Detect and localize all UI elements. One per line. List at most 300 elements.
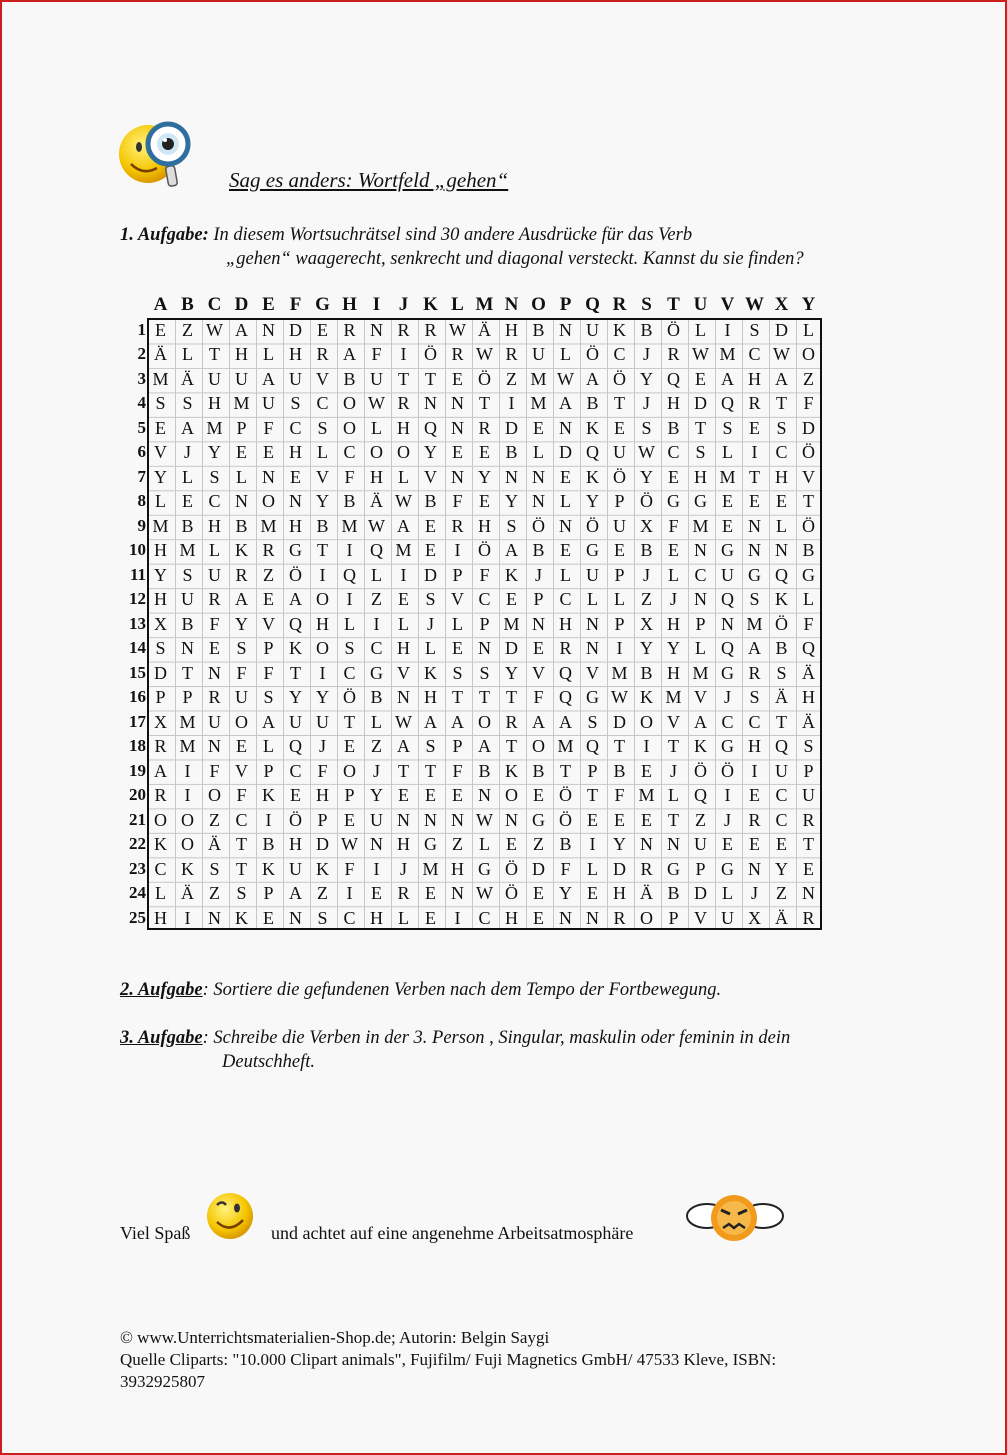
grid-cell: L bbox=[722, 883, 733, 904]
grid-cell: N bbox=[181, 638, 194, 659]
grid-cell: H bbox=[316, 785, 329, 806]
grid-cell: K bbox=[694, 736, 707, 757]
grid-cell: N bbox=[451, 883, 464, 904]
grid-cell: V bbox=[694, 907, 707, 928]
grid-cell: B bbox=[613, 760, 626, 781]
grid-cell: C bbox=[289, 417, 302, 438]
grid-cell: Q bbox=[802, 638, 815, 659]
task2-label: 2. Aufgabe bbox=[120, 980, 203, 1000]
grid-cell: E bbox=[317, 320, 328, 340]
grid-cell: B bbox=[181, 515, 194, 536]
grid-cell: W bbox=[395, 491, 412, 512]
grid-cell: D bbox=[802, 417, 815, 438]
grid-cell: N bbox=[208, 662, 221, 683]
grid-cell: A bbox=[181, 417, 194, 438]
grid-cell: S bbox=[479, 662, 490, 683]
grid-cell: R bbox=[748, 809, 761, 830]
grid-cell: I bbox=[751, 760, 758, 781]
grid-cell: H bbox=[154, 589, 167, 610]
grid-cell: R bbox=[262, 540, 275, 561]
grid-cell: J bbox=[534, 564, 542, 585]
grid-cell: F bbox=[668, 515, 679, 536]
grid-cell: L bbox=[722, 442, 733, 463]
grid-cell: L bbox=[371, 564, 382, 585]
grid-cell: O bbox=[370, 442, 383, 463]
grid-cell: S bbox=[722, 417, 733, 438]
grid-cell: Ö bbox=[289, 809, 302, 830]
grid-cell: L bbox=[668, 564, 679, 585]
grid-cell: L bbox=[398, 613, 409, 634]
row-header: 17 bbox=[129, 711, 146, 731]
grid-cell: N bbox=[424, 393, 437, 414]
grid-cell: X bbox=[154, 613, 167, 634]
grid-cell: F bbox=[236, 662, 247, 683]
grid-cell: S bbox=[182, 393, 193, 414]
grid-cell: L bbox=[425, 638, 436, 659]
grid-cell: F bbox=[452, 491, 463, 512]
grid-cell: H bbox=[289, 442, 302, 463]
grid-cell: A bbox=[343, 344, 356, 365]
grid-cell: O bbox=[505, 785, 518, 806]
grid-cell: I bbox=[373, 613, 380, 634]
grid-cell: C bbox=[478, 907, 491, 928]
grid-cell: C bbox=[775, 785, 788, 806]
grid-cell: J bbox=[669, 760, 677, 781]
grid-cell: D bbox=[775, 320, 788, 340]
row-header: 23 bbox=[129, 858, 146, 878]
grid-cell: L bbox=[263, 736, 274, 757]
grid-cell: H bbox=[235, 344, 248, 365]
grid-cell: L bbox=[155, 883, 166, 904]
grid-cell: E bbox=[803, 858, 814, 879]
grid-cell: S bbox=[263, 687, 274, 708]
fun-text: Viel Spaß bbox=[120, 1223, 191, 1243]
grid-cell: E bbox=[479, 442, 490, 463]
grid-cell: W bbox=[476, 344, 493, 365]
grid-cell: D bbox=[154, 662, 167, 683]
row-header: 8 bbox=[137, 491, 146, 511]
grid-cell: T bbox=[668, 736, 679, 757]
grid-cell: D bbox=[424, 564, 437, 585]
grid-cell: N bbox=[397, 687, 410, 708]
task3-label: 3. Aufgabe bbox=[120, 1028, 203, 1048]
grid-cell: W bbox=[476, 809, 493, 830]
grid-cell: Y bbox=[370, 785, 383, 806]
grid-cell: E bbox=[722, 834, 733, 855]
grid-cell: T bbox=[803, 491, 814, 512]
grid-cell: V bbox=[424, 466, 437, 487]
grid-cell: O bbox=[640, 711, 653, 732]
row-header: 2 bbox=[137, 344, 146, 364]
grid-cell: Q bbox=[424, 417, 437, 438]
grid-cell: N bbox=[451, 417, 464, 438]
grid-cell: E bbox=[668, 466, 679, 487]
grid-cell: H bbox=[289, 344, 302, 365]
grid-cell: M bbox=[692, 662, 709, 683]
grid-cell: T bbox=[209, 344, 220, 365]
grid-cell: I bbox=[616, 638, 623, 659]
grid-cell: E bbox=[506, 834, 517, 855]
grid-cell: O bbox=[640, 907, 653, 928]
grid-cell: I bbox=[319, 662, 326, 683]
grid-cell: F bbox=[344, 466, 355, 487]
grid-cell: A bbox=[748, 638, 761, 659]
grid-cell: O bbox=[181, 809, 194, 830]
grid-cell: P bbox=[344, 785, 355, 806]
grid-cell: E bbox=[587, 809, 598, 830]
grid-cell: K bbox=[154, 834, 167, 855]
grid-cell: F bbox=[479, 564, 490, 585]
task1-line2: „gehen“ waagerecht, senkrecht und diagonal versteckt. Kannst du sie finden? bbox=[226, 249, 804, 269]
column-header: C bbox=[207, 294, 222, 315]
grid-cell: U bbox=[721, 907, 734, 928]
grid-cell: T bbox=[560, 760, 571, 781]
grid-cell: F bbox=[209, 760, 220, 781]
grid-cell: Y bbox=[775, 858, 788, 879]
grid-cell: H bbox=[505, 320, 518, 340]
grid-cell: U bbox=[289, 711, 302, 732]
grid-cell: V bbox=[586, 662, 599, 683]
grid-cell: V bbox=[451, 589, 464, 610]
grid-cell: E bbox=[614, 809, 625, 830]
grid-cell: Ä bbox=[802, 662, 815, 683]
grid-cell: R bbox=[451, 344, 464, 365]
grid-cell: U bbox=[802, 785, 815, 806]
grid-cell: W bbox=[692, 344, 709, 365]
column-header: H bbox=[342, 294, 357, 315]
grid-cell: B bbox=[505, 442, 518, 463]
grid-cell: E bbox=[560, 466, 571, 487]
grid-cell: O bbox=[343, 393, 356, 414]
grid-cell: S bbox=[425, 736, 436, 757]
grid-cell: Q bbox=[775, 564, 788, 585]
grid-cell: P bbox=[182, 687, 193, 708]
grid-cell: D bbox=[559, 442, 572, 463]
grid-cell: T bbox=[776, 711, 787, 732]
grid-cell: P bbox=[452, 736, 463, 757]
grid-cell: H bbox=[748, 368, 761, 389]
grid-cell: I bbox=[184, 907, 191, 928]
grid-cell: S bbox=[290, 393, 301, 414]
grid-cell: H bbox=[397, 417, 410, 438]
grid-cell: I bbox=[184, 785, 191, 806]
grid-cell: E bbox=[533, 785, 544, 806]
grid-cell: A bbox=[478, 736, 491, 757]
grid-cell: N bbox=[505, 809, 518, 830]
grid-cell: F bbox=[236, 785, 247, 806]
grid-cell: Z bbox=[533, 834, 544, 855]
task1-label: 1. Aufgabe: bbox=[120, 225, 209, 245]
grid-cell: E bbox=[614, 540, 625, 561]
grid-cell: M bbox=[422, 858, 439, 879]
row-header: 6 bbox=[137, 442, 146, 462]
grid-cell: T bbox=[290, 662, 301, 683]
grid-cell: Y bbox=[208, 442, 221, 463]
grid-cell: M bbox=[179, 711, 196, 732]
grid-cell: T bbox=[236, 858, 247, 879]
column-header: X bbox=[774, 294, 789, 315]
grid-cell: A bbox=[289, 883, 302, 904]
grid-cell: W bbox=[611, 687, 628, 708]
grid-cell: C bbox=[235, 809, 248, 830]
grid-cell: U bbox=[775, 760, 788, 781]
grid-cell: Q bbox=[586, 442, 599, 463]
grid-cell: E bbox=[749, 491, 760, 512]
grid-cell: T bbox=[749, 466, 760, 487]
grid-cell: S bbox=[776, 417, 787, 438]
grid-cell: T bbox=[398, 368, 409, 389]
grid-cell: C bbox=[748, 344, 761, 365]
grid-cell: Y bbox=[640, 638, 653, 659]
grid-cell: Ö bbox=[505, 858, 518, 879]
grid-cell: F bbox=[371, 344, 382, 365]
grid-cell: Ä bbox=[775, 687, 788, 708]
grid-cell: I bbox=[508, 393, 515, 414]
grid-cell: G bbox=[478, 858, 491, 879]
grid-cell: V bbox=[694, 687, 707, 708]
grid-cell: N bbox=[370, 834, 383, 855]
grid-cell: Y bbox=[640, 466, 653, 487]
grid-cell: Ö bbox=[775, 613, 788, 634]
grid-cell: S bbox=[695, 442, 706, 463]
grid-cell: E bbox=[749, 785, 760, 806]
grid-cell: Ö bbox=[424, 344, 437, 365]
grid-cell: W bbox=[341, 834, 358, 855]
grid-cell: R bbox=[505, 711, 518, 732]
column-header: F bbox=[289, 294, 302, 315]
grid-cell: E bbox=[425, 515, 436, 536]
column-header: O bbox=[531, 294, 546, 315]
grid-cell: S bbox=[155, 393, 166, 414]
clipart-source-line2: 3932925807 bbox=[120, 1372, 205, 1391]
column-header: Q bbox=[585, 294, 600, 315]
grid-cell: Y bbox=[559, 883, 572, 904]
row-header: 10 bbox=[129, 540, 146, 560]
grid-cell: D bbox=[694, 883, 707, 904]
grid-cell: E bbox=[263, 589, 274, 610]
grid-cell: R bbox=[343, 320, 356, 340]
grid-cell: B bbox=[532, 320, 545, 340]
grid-cell: L bbox=[371, 417, 382, 438]
grid-cell: M bbox=[692, 515, 709, 536]
grid-cell: I bbox=[724, 785, 731, 806]
grid-cell: E bbox=[290, 785, 301, 806]
grid-cell: E bbox=[263, 907, 274, 928]
grid-cell: S bbox=[749, 320, 760, 340]
grid-cell: G bbox=[694, 491, 707, 512]
grid-cell: H bbox=[370, 466, 383, 487]
grid-cell: E bbox=[641, 809, 652, 830]
grid-cell: D bbox=[289, 320, 302, 340]
grid-cell: N bbox=[559, 417, 572, 438]
grid-cell: P bbox=[695, 613, 706, 634]
grid-cell: N bbox=[559, 515, 572, 536]
grid-cell: B bbox=[559, 834, 572, 855]
grid-cell: B bbox=[640, 662, 653, 683]
grid-cell: G bbox=[424, 834, 437, 855]
grid-cell: S bbox=[344, 638, 355, 659]
grid-cell: D bbox=[613, 711, 626, 732]
grid-cell: P bbox=[533, 589, 544, 610]
letter-grid bbox=[147, 318, 822, 930]
grid-cell: Y bbox=[316, 491, 329, 512]
grid-cell: Q bbox=[289, 613, 302, 634]
grid-cell: E bbox=[452, 785, 463, 806]
grid-cell: B bbox=[640, 540, 653, 561]
row-header: 18 bbox=[129, 736, 146, 756]
column-header: K bbox=[423, 294, 438, 315]
grid-cell: R bbox=[316, 344, 329, 365]
grid-cell: L bbox=[182, 344, 193, 365]
grid-cell: R bbox=[397, 393, 410, 414]
grid-cell: N bbox=[532, 466, 545, 487]
grid-cell: T bbox=[425, 760, 436, 781]
grid-cell: L bbox=[695, 320, 706, 340]
grid-cell: V bbox=[532, 662, 545, 683]
grid-cell: K bbox=[181, 858, 194, 879]
grid-cell: H bbox=[370, 907, 383, 928]
grid-cell: P bbox=[263, 883, 274, 904]
grid-cell: C bbox=[343, 907, 356, 928]
grid-cell: O bbox=[532, 736, 545, 757]
grid-cell: C bbox=[154, 858, 167, 879]
grid-cell: I bbox=[643, 736, 650, 757]
grid-cell: S bbox=[317, 907, 328, 928]
column-header: V bbox=[720, 294, 735, 315]
grid-cell: L bbox=[560, 344, 571, 365]
grid-cell: S bbox=[182, 564, 193, 585]
grid-cell: C bbox=[721, 711, 734, 732]
grid-cell: N bbox=[586, 613, 599, 634]
grid-cell: C bbox=[613, 344, 626, 365]
grid-cell: Ö bbox=[343, 687, 356, 708]
grid-cell: Z bbox=[371, 736, 382, 757]
grid-cell: E bbox=[371, 883, 382, 904]
grid-cell: I bbox=[400, 344, 407, 365]
row-header: 9 bbox=[137, 515, 146, 535]
grid-cell: N bbox=[289, 907, 302, 928]
grid-cell: E bbox=[722, 491, 733, 512]
grid-cell: T bbox=[479, 393, 490, 414]
grid-cell: Q bbox=[775, 736, 788, 757]
grid-cell: A bbox=[235, 320, 248, 340]
grid-cell: L bbox=[182, 466, 193, 487]
grid-cell: N bbox=[451, 393, 464, 414]
grid-cell: P bbox=[695, 858, 706, 879]
grid-cell: E bbox=[479, 491, 490, 512]
grid-cell: Ä bbox=[208, 834, 221, 855]
grid-cell: Ö bbox=[640, 491, 653, 512]
grid-cell: Ä bbox=[478, 320, 491, 340]
grid-cell: M bbox=[179, 540, 196, 561]
grid-cell: U bbox=[613, 515, 626, 536]
grid-cell: G bbox=[586, 540, 599, 561]
grid-cell: A bbox=[397, 736, 410, 757]
grid-cell: X bbox=[154, 711, 167, 732]
winking-smiley-icon bbox=[205, 1190, 255, 1242]
grid-cell: H bbox=[613, 883, 626, 904]
word-search-puzzle bbox=[120, 293, 826, 931]
grid-cell: H bbox=[478, 515, 491, 536]
grid-cell: S bbox=[209, 858, 220, 879]
grid-cell: K bbox=[262, 785, 275, 806]
grid-cell: S bbox=[425, 589, 436, 610]
grid-cell: U bbox=[235, 687, 248, 708]
grid-cell: T bbox=[344, 711, 355, 732]
grid-cell: T bbox=[506, 736, 517, 757]
grid-cell: A bbox=[262, 711, 275, 732]
grid-cell: U bbox=[532, 344, 545, 365]
grid-cell: J bbox=[669, 589, 677, 610]
grid-cell: A bbox=[559, 711, 572, 732]
grid-cell: L bbox=[560, 564, 571, 585]
grid-cell: K bbox=[640, 687, 653, 708]
grid-cell: N bbox=[451, 466, 464, 487]
grid-cell: E bbox=[614, 417, 625, 438]
page-title: Sag es anders: Wortfeld „gehen“ bbox=[229, 168, 509, 192]
grid-cell: G bbox=[586, 687, 599, 708]
grid-cell: I bbox=[454, 540, 461, 561]
grid-cell: L bbox=[452, 613, 463, 634]
grid-cell: J bbox=[183, 442, 191, 463]
grid-cell: E bbox=[749, 417, 760, 438]
grid-cell: I bbox=[265, 809, 272, 830]
row-header: 13 bbox=[129, 613, 146, 633]
grid-cell: T bbox=[506, 687, 517, 708]
grid-cell: P bbox=[803, 760, 814, 781]
grid-cell: A bbox=[586, 368, 599, 389]
grid-cell: R bbox=[208, 589, 221, 610]
grid-cell: Q bbox=[721, 638, 734, 659]
grid-cell: U bbox=[586, 320, 599, 340]
grid-cell: C bbox=[343, 442, 356, 463]
grid-cell: B bbox=[775, 638, 788, 659]
grid-cell: O bbox=[316, 638, 329, 659]
grid-cell: N bbox=[559, 907, 572, 928]
grid-cell: G bbox=[667, 858, 680, 879]
grid-cell: Ä bbox=[640, 883, 653, 904]
grid-cell: Z bbox=[182, 320, 193, 340]
grid-cell: B bbox=[640, 320, 653, 340]
grid-cell: L bbox=[344, 613, 355, 634]
grid-cell: R bbox=[667, 344, 680, 365]
grid-cell: H bbox=[316, 613, 329, 634]
grid-cell: N bbox=[451, 809, 464, 830]
grid-cell: A bbox=[154, 760, 167, 781]
grid-cell: E bbox=[236, 736, 247, 757]
grid-cell: I bbox=[346, 883, 353, 904]
grid-cell: G bbox=[289, 540, 302, 561]
grid-cell: P bbox=[452, 564, 463, 585]
grid-cell: Ö bbox=[532, 515, 545, 536]
grid-cell: H bbox=[397, 638, 410, 659]
grid-cell: U bbox=[208, 564, 221, 585]
row-header: 14 bbox=[129, 638, 146, 658]
grid-cell: B bbox=[478, 760, 491, 781]
grid-cell: R bbox=[478, 417, 491, 438]
grid-cell: O bbox=[208, 785, 221, 806]
grid-cell: R bbox=[640, 858, 653, 879]
grid-cell: R bbox=[748, 662, 761, 683]
grid-cell: E bbox=[425, 883, 436, 904]
grid-cell: N bbox=[208, 907, 221, 928]
grid-cell: U bbox=[208, 368, 221, 389]
grid-cell: F bbox=[209, 613, 220, 634]
grid-cell: E bbox=[425, 907, 436, 928]
grid-cell: N bbox=[748, 515, 761, 536]
column-header: W bbox=[745, 294, 764, 315]
grid-cell: G bbox=[721, 736, 734, 757]
